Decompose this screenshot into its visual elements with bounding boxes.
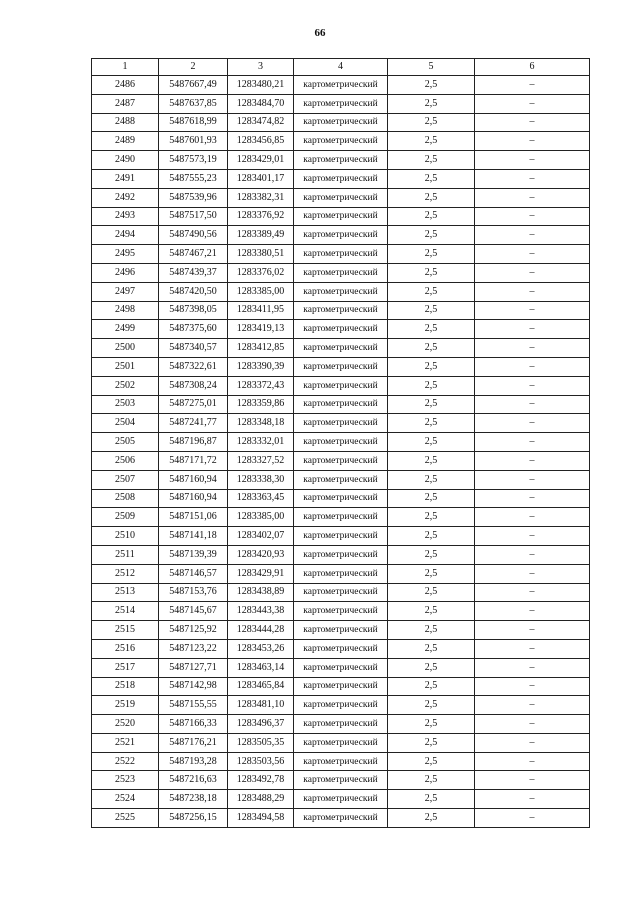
cell-point-number: 2493 bbox=[92, 207, 159, 226]
cell-method: картометрический bbox=[294, 470, 388, 489]
table-row bbox=[92, 395, 590, 414]
table-row bbox=[92, 583, 590, 602]
cell-method: картометрический bbox=[294, 414, 388, 433]
cell-method: картометрический bbox=[294, 809, 388, 828]
table-row bbox=[92, 263, 590, 282]
cell-coord-x: 5487146,57 bbox=[159, 564, 228, 583]
cell-coord-x: 5487160,94 bbox=[159, 470, 228, 489]
table-row bbox=[92, 715, 590, 734]
cell-note: – bbox=[475, 282, 590, 301]
cell-note: – bbox=[475, 320, 590, 339]
cell-coord-x: 5487151,06 bbox=[159, 508, 228, 527]
cell-coord-x: 5487467,21 bbox=[159, 245, 228, 264]
cell-coord-x: 5487420,50 bbox=[159, 282, 228, 301]
cell-coord-y: 1283332,01 bbox=[228, 433, 294, 452]
cell-coord-y: 1283463,14 bbox=[228, 658, 294, 677]
cell-coord-x: 5487141,18 bbox=[159, 527, 228, 546]
cell-coord-y: 1283385,00 bbox=[228, 508, 294, 527]
cell-note: – bbox=[475, 414, 590, 433]
table-header-row bbox=[92, 59, 590, 76]
page-number: 66 bbox=[314, 27, 326, 39]
cell-coord-y: 1283505,35 bbox=[228, 733, 294, 752]
cell-note: – bbox=[475, 263, 590, 282]
table-row bbox=[92, 169, 590, 188]
table-row bbox=[92, 433, 590, 452]
cell-method: картометрический bbox=[294, 226, 388, 245]
table-row bbox=[92, 639, 590, 658]
cell-method: картометрический bbox=[294, 113, 388, 132]
cell-note: – bbox=[475, 395, 590, 414]
cell-point-number: 2503 bbox=[92, 395, 159, 414]
cell-coord-x: 5487340,57 bbox=[159, 339, 228, 358]
cell-note: – bbox=[475, 188, 590, 207]
cell-coord-y: 1283465,84 bbox=[228, 677, 294, 696]
cell-point-number: 2506 bbox=[92, 451, 159, 470]
cell-accuracy: 2,5 bbox=[388, 132, 475, 151]
cell-point-number: 2515 bbox=[92, 621, 159, 640]
cell-coord-y: 1283492,78 bbox=[228, 771, 294, 790]
cell-method: картометрический bbox=[294, 263, 388, 282]
cell-note: – bbox=[475, 470, 590, 489]
cell-point-number: 2524 bbox=[92, 790, 159, 809]
cell-method: картометрический bbox=[294, 715, 388, 734]
cell-coord-x: 5487145,67 bbox=[159, 602, 228, 621]
cell-method: картометрический bbox=[294, 76, 388, 95]
cell-coord-y: 1283474,82 bbox=[228, 113, 294, 132]
cell-method: картометрический bbox=[294, 602, 388, 621]
cell-coord-y: 1283390,39 bbox=[228, 357, 294, 376]
table-row bbox=[92, 696, 590, 715]
cell-method: картометрический bbox=[294, 339, 388, 358]
cell-note: – bbox=[475, 508, 590, 527]
cell-coord-x: 5487216,63 bbox=[159, 771, 228, 790]
cell-point-number: 2512 bbox=[92, 564, 159, 583]
cell-note: – bbox=[475, 339, 590, 358]
cell-coord-y: 1283372,43 bbox=[228, 376, 294, 395]
cell-accuracy: 2,5 bbox=[388, 715, 475, 734]
cell-note: – bbox=[475, 169, 590, 188]
cell-note: – bbox=[475, 715, 590, 734]
table-row bbox=[92, 752, 590, 771]
cell-point-number: 2502 bbox=[92, 376, 159, 395]
cell-accuracy: 2,5 bbox=[388, 696, 475, 715]
cell-coord-x: 5487127,71 bbox=[159, 658, 228, 677]
cell-accuracy: 2,5 bbox=[388, 207, 475, 226]
cell-point-number: 2486 bbox=[92, 76, 159, 95]
cell-method: картометрический bbox=[294, 527, 388, 546]
table-row bbox=[92, 508, 590, 527]
table-row bbox=[92, 451, 590, 470]
table-row bbox=[92, 188, 590, 207]
cell-method: картометрический bbox=[294, 94, 388, 113]
cell-coord-y: 1283429,01 bbox=[228, 151, 294, 170]
cell-note: – bbox=[475, 94, 590, 113]
cell-note: – bbox=[475, 677, 590, 696]
cell-coord-x: 5487539,96 bbox=[159, 188, 228, 207]
table-row bbox=[92, 790, 590, 809]
cell-method: картометрический bbox=[294, 320, 388, 339]
cell-note: – bbox=[475, 489, 590, 508]
table-row bbox=[92, 320, 590, 339]
table-row bbox=[92, 301, 590, 320]
cell-coord-x: 5487139,39 bbox=[159, 545, 228, 564]
cell-coord-x: 5487573,19 bbox=[159, 151, 228, 170]
table-row bbox=[92, 226, 590, 245]
cell-coord-y: 1283488,29 bbox=[228, 790, 294, 809]
cell-point-number: 2492 bbox=[92, 188, 159, 207]
cell-method: картометрический bbox=[294, 489, 388, 508]
cell-coord-y: 1283376,92 bbox=[228, 207, 294, 226]
cell-point-number: 2494 bbox=[92, 226, 159, 245]
cell-accuracy: 2,5 bbox=[388, 639, 475, 658]
cell-coord-x: 5487241,77 bbox=[159, 414, 228, 433]
cell-point-number: 2522 bbox=[92, 752, 159, 771]
cell-coord-x: 5487275,01 bbox=[159, 395, 228, 414]
cell-coord-x: 5487555,23 bbox=[159, 169, 228, 188]
table-row bbox=[92, 771, 590, 790]
table-row bbox=[92, 132, 590, 151]
cell-coord-x: 5487490,56 bbox=[159, 226, 228, 245]
cell-note: – bbox=[475, 602, 590, 621]
cell-method: картометрический bbox=[294, 433, 388, 452]
table-row bbox=[92, 207, 590, 226]
cell-coord-y: 1283496,37 bbox=[228, 715, 294, 734]
cell-coord-x: 5487238,18 bbox=[159, 790, 228, 809]
cell-point-number: 2517 bbox=[92, 658, 159, 677]
cell-accuracy: 2,5 bbox=[388, 76, 475, 95]
cell-accuracy: 2,5 bbox=[388, 527, 475, 546]
cell-accuracy: 2,5 bbox=[388, 451, 475, 470]
cell-coord-x: 5487667,49 bbox=[159, 76, 228, 95]
table-row bbox=[92, 564, 590, 583]
cell-note: – bbox=[475, 113, 590, 132]
cell-note: – bbox=[475, 301, 590, 320]
cell-method: картометрический bbox=[294, 752, 388, 771]
cell-note: – bbox=[475, 564, 590, 583]
cell-accuracy: 2,5 bbox=[388, 790, 475, 809]
cell-coord-y: 1283402,07 bbox=[228, 527, 294, 546]
table-row bbox=[92, 733, 590, 752]
cell-accuracy: 2,5 bbox=[388, 282, 475, 301]
cell-note: – bbox=[475, 809, 590, 828]
cell-coord-y: 1283411,95 bbox=[228, 301, 294, 320]
column-header: 1 bbox=[92, 59, 159, 76]
cell-method: картометрический bbox=[294, 583, 388, 602]
cell-coord-y: 1283401,17 bbox=[228, 169, 294, 188]
cell-point-number: 2488 bbox=[92, 113, 159, 132]
cell-point-number: 2525 bbox=[92, 809, 159, 828]
table-row bbox=[92, 357, 590, 376]
cell-coord-y: 1283429,91 bbox=[228, 564, 294, 583]
table-row bbox=[92, 602, 590, 621]
cell-accuracy: 2,5 bbox=[388, 320, 475, 339]
cell-method: картометрический bbox=[294, 639, 388, 658]
cell-point-number: 2498 bbox=[92, 301, 159, 320]
cell-accuracy: 2,5 bbox=[388, 245, 475, 264]
table-row bbox=[92, 94, 590, 113]
cell-point-number: 2519 bbox=[92, 696, 159, 715]
cell-method: картометрический bbox=[294, 169, 388, 188]
cell-accuracy: 2,5 bbox=[388, 752, 475, 771]
cell-coord-y: 1283444,28 bbox=[228, 621, 294, 640]
cell-point-number: 2520 bbox=[92, 715, 159, 734]
cell-accuracy: 2,5 bbox=[388, 771, 475, 790]
cell-coord-y: 1283327,52 bbox=[228, 451, 294, 470]
cell-coord-x: 5487256,15 bbox=[159, 809, 228, 828]
cell-point-number: 2511 bbox=[92, 545, 159, 564]
table-row bbox=[92, 527, 590, 546]
cell-note: – bbox=[475, 639, 590, 658]
table-row bbox=[92, 621, 590, 640]
cell-accuracy: 2,5 bbox=[388, 489, 475, 508]
cell-accuracy: 2,5 bbox=[388, 621, 475, 640]
cell-coord-y: 1283348,18 bbox=[228, 414, 294, 433]
cell-method: картометрический bbox=[294, 376, 388, 395]
cell-coord-y: 1283480,21 bbox=[228, 76, 294, 95]
cell-method: картометрический bbox=[294, 621, 388, 640]
cell-note: – bbox=[475, 771, 590, 790]
cell-accuracy: 2,5 bbox=[388, 357, 475, 376]
cell-accuracy: 2,5 bbox=[388, 583, 475, 602]
cell-method: картометрический bbox=[294, 151, 388, 170]
table-row bbox=[92, 282, 590, 301]
cell-point-number: 2518 bbox=[92, 677, 159, 696]
cell-method: картометрический bbox=[294, 301, 388, 320]
column-header: 5 bbox=[388, 59, 475, 76]
cell-coord-x: 5487160,94 bbox=[159, 489, 228, 508]
cell-accuracy: 2,5 bbox=[388, 470, 475, 489]
cell-coord-x: 5487123,22 bbox=[159, 639, 228, 658]
cell-accuracy: 2,5 bbox=[388, 113, 475, 132]
cell-coord-x: 5487375,60 bbox=[159, 320, 228, 339]
cell-coord-y: 1283389,49 bbox=[228, 226, 294, 245]
cell-coord-x: 5487153,76 bbox=[159, 583, 228, 602]
cell-accuracy: 2,5 bbox=[388, 301, 475, 320]
cell-coord-x: 5487601,93 bbox=[159, 132, 228, 151]
cell-coord-x: 5487398,05 bbox=[159, 301, 228, 320]
cell-coord-y: 1283438,89 bbox=[228, 583, 294, 602]
cell-point-number: 2504 bbox=[92, 414, 159, 433]
cell-coord-y: 1283443,38 bbox=[228, 602, 294, 621]
table-row bbox=[92, 414, 590, 433]
cell-method: картометрический bbox=[294, 132, 388, 151]
cell-coord-y: 1283420,93 bbox=[228, 545, 294, 564]
cell-coord-y: 1283481,10 bbox=[228, 696, 294, 715]
cell-point-number: 2509 bbox=[92, 508, 159, 527]
cell-accuracy: 2,5 bbox=[388, 169, 475, 188]
cell-coord-y: 1283359,86 bbox=[228, 395, 294, 414]
cell-method: картометрический bbox=[294, 545, 388, 564]
cell-note: – bbox=[475, 583, 590, 602]
cell-coord-x: 5487193,28 bbox=[159, 752, 228, 771]
column-header: 2 bbox=[159, 59, 228, 76]
cell-note: – bbox=[475, 451, 590, 470]
cell-point-number: 2505 bbox=[92, 433, 159, 452]
cell-method: картометрический bbox=[294, 188, 388, 207]
cell-coord-y: 1283494,58 bbox=[228, 809, 294, 828]
cell-accuracy: 2,5 bbox=[388, 658, 475, 677]
table-row bbox=[92, 658, 590, 677]
cell-note: – bbox=[475, 527, 590, 546]
cell-accuracy: 2,5 bbox=[388, 94, 475, 113]
cell-coord-y: 1283412,85 bbox=[228, 339, 294, 358]
cell-method: картометрический bbox=[294, 395, 388, 414]
cell-method: картометрический bbox=[294, 564, 388, 583]
cell-coord-y: 1283419,13 bbox=[228, 320, 294, 339]
table-row bbox=[92, 76, 590, 95]
cell-note: – bbox=[475, 207, 590, 226]
table-row bbox=[92, 339, 590, 358]
cell-coord-x: 5487155,55 bbox=[159, 696, 228, 715]
table-row bbox=[92, 376, 590, 395]
table-row bbox=[92, 677, 590, 696]
cell-accuracy: 2,5 bbox=[388, 733, 475, 752]
cell-note: – bbox=[475, 226, 590, 245]
table-row bbox=[92, 151, 590, 170]
cell-coord-y: 1283376,02 bbox=[228, 263, 294, 282]
cell-coord-x: 5487196,87 bbox=[159, 433, 228, 452]
cell-accuracy: 2,5 bbox=[388, 564, 475, 583]
cell-point-number: 2514 bbox=[92, 602, 159, 621]
cell-accuracy: 2,5 bbox=[388, 339, 475, 358]
cell-point-number: 2510 bbox=[92, 527, 159, 546]
cell-coord-x: 5487517,50 bbox=[159, 207, 228, 226]
cell-note: – bbox=[475, 733, 590, 752]
cell-coord-y: 1283453,26 bbox=[228, 639, 294, 658]
table-row bbox=[92, 489, 590, 508]
cell-coord-x: 5487308,24 bbox=[159, 376, 228, 395]
cell-point-number: 2523 bbox=[92, 771, 159, 790]
cell-point-number: 2500 bbox=[92, 339, 159, 358]
cell-note: – bbox=[475, 621, 590, 640]
cell-point-number: 2507 bbox=[92, 470, 159, 489]
table-row bbox=[92, 245, 590, 264]
cell-coord-y: 1283382,31 bbox=[228, 188, 294, 207]
cell-note: – bbox=[475, 790, 590, 809]
cell-method: картометрический bbox=[294, 245, 388, 264]
cell-accuracy: 2,5 bbox=[388, 545, 475, 564]
cell-coord-y: 1283503,56 bbox=[228, 752, 294, 771]
table-row bbox=[92, 545, 590, 564]
cell-accuracy: 2,5 bbox=[388, 602, 475, 621]
cell-accuracy: 2,5 bbox=[388, 414, 475, 433]
cell-method: картометрический bbox=[294, 451, 388, 470]
cell-accuracy: 2,5 bbox=[388, 376, 475, 395]
cell-method: картометрический bbox=[294, 357, 388, 376]
cell-method: картометрический bbox=[294, 790, 388, 809]
cell-accuracy: 2,5 bbox=[388, 151, 475, 170]
cell-method: картометрический bbox=[294, 282, 388, 301]
cell-point-number: 2513 bbox=[92, 583, 159, 602]
cell-point-number: 2491 bbox=[92, 169, 159, 188]
cell-point-number: 2490 bbox=[92, 151, 159, 170]
cell-note: – bbox=[475, 752, 590, 771]
cell-coord-y: 1283385,00 bbox=[228, 282, 294, 301]
cell-coord-y: 1283380,51 bbox=[228, 245, 294, 264]
cell-note: – bbox=[475, 433, 590, 452]
cell-coord-x: 5487125,92 bbox=[159, 621, 228, 640]
table-body bbox=[92, 76, 590, 828]
cell-method: картометрический bbox=[294, 508, 388, 527]
cell-point-number: 2499 bbox=[92, 320, 159, 339]
cell-point-number: 2508 bbox=[92, 489, 159, 508]
cell-method: картометрический bbox=[294, 207, 388, 226]
cell-note: – bbox=[475, 545, 590, 564]
cell-accuracy: 2,5 bbox=[388, 508, 475, 527]
cell-accuracy: 2,5 bbox=[388, 263, 475, 282]
cell-coord-x: 5487618,99 bbox=[159, 113, 228, 132]
cell-point-number: 2495 bbox=[92, 245, 159, 264]
cell-coord-x: 5487142,98 bbox=[159, 677, 228, 696]
cell-coord-x: 5487322,61 bbox=[159, 357, 228, 376]
cell-note: – bbox=[475, 245, 590, 264]
cell-note: – bbox=[475, 132, 590, 151]
table-row bbox=[92, 113, 590, 132]
cell-method: картометрический bbox=[294, 677, 388, 696]
cell-coord-x: 5487637,85 bbox=[159, 94, 228, 113]
cell-note: – bbox=[475, 696, 590, 715]
cell-point-number: 2496 bbox=[92, 263, 159, 282]
cell-coord-y: 1283338,30 bbox=[228, 470, 294, 489]
cell-method: картометрический bbox=[294, 733, 388, 752]
cell-point-number: 2489 bbox=[92, 132, 159, 151]
coordinates-table bbox=[91, 58, 590, 828]
cell-note: – bbox=[475, 76, 590, 95]
cell-coord-y: 1283456,85 bbox=[228, 132, 294, 151]
cell-point-number: 2497 bbox=[92, 282, 159, 301]
cell-note: – bbox=[475, 151, 590, 170]
table-row bbox=[92, 470, 590, 489]
cell-coord-x: 5487176,21 bbox=[159, 733, 228, 752]
table-row bbox=[92, 809, 590, 828]
cell-method: картометрический bbox=[294, 771, 388, 790]
cell-accuracy: 2,5 bbox=[388, 677, 475, 696]
cell-coord-x: 5487166,33 bbox=[159, 715, 228, 734]
cell-note: – bbox=[475, 376, 590, 395]
cell-point-number: 2501 bbox=[92, 357, 159, 376]
cell-accuracy: 2,5 bbox=[388, 809, 475, 828]
cell-accuracy: 2,5 bbox=[388, 395, 475, 414]
cell-method: картометрический bbox=[294, 696, 388, 715]
cell-point-number: 2487 bbox=[92, 94, 159, 113]
column-header: 4 bbox=[294, 59, 388, 76]
cell-coord-x: 5487171,72 bbox=[159, 451, 228, 470]
cell-method: картометрический bbox=[294, 658, 388, 677]
cell-coord-y: 1283363,45 bbox=[228, 489, 294, 508]
column-header: 6 bbox=[475, 59, 590, 76]
column-header: 3 bbox=[228, 59, 294, 76]
cell-point-number: 2516 bbox=[92, 639, 159, 658]
cell-coord-y: 1283484,70 bbox=[228, 94, 294, 113]
cell-note: – bbox=[475, 357, 590, 376]
cell-note: – bbox=[475, 658, 590, 677]
cell-accuracy: 2,5 bbox=[388, 188, 475, 207]
cell-point-number: 2521 bbox=[92, 733, 159, 752]
cell-coord-x: 5487439,37 bbox=[159, 263, 228, 282]
cell-accuracy: 2,5 bbox=[388, 226, 475, 245]
cell-accuracy: 2,5 bbox=[388, 433, 475, 452]
